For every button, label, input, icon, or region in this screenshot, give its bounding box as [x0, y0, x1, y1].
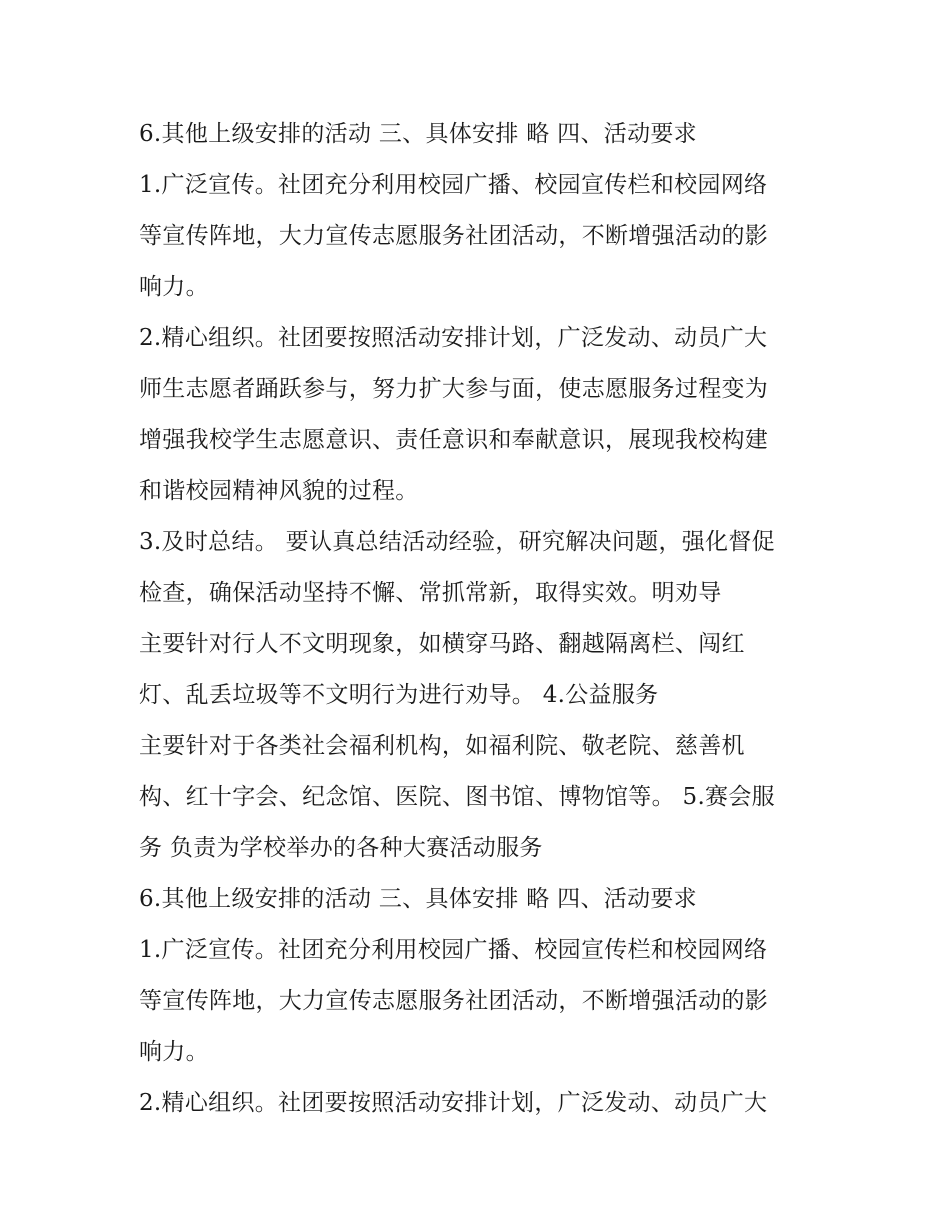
text-line: 2.精心组织。社团要按照活动安排计划，广泛发动、动员广大 — [139, 325, 768, 351]
text-line: 检查，确保活动坚持不懈、常抓常新，取得实效。明劝导 — [139, 580, 722, 606]
text-line: 响力。 — [139, 1039, 209, 1065]
text-line: 3.及时总结。 要认真总结活动经验，研究解决问题，强化督促 — [139, 529, 775, 555]
text-line: 灯、乱丢垃圾等不文明行为进行劝导。 4.公益服务 — [139, 682, 659, 708]
text-line: 主要针对于各类社会福利机构，如福利院、敬老院、慈善机 — [139, 733, 745, 759]
text-line: 主要针对行人不文明现象，如横穿马路、翻越隔离栏、闯红 — [139, 631, 745, 657]
text-line: 等宣传阵地，大力宣传志愿服务社团活动，不断增强活动的影 — [139, 988, 769, 1014]
text-line: 响力。 — [139, 274, 209, 300]
text-line: 和谐校园精神风貌的过程。 — [139, 478, 419, 504]
text-line: 等宣传阵地，大力宣传志愿服务社团活动，不断增强活动的影 — [139, 223, 769, 249]
text-line: 6.其他上级安排的活动 三、具体安排 略 四、活动要求 — [139, 121, 697, 147]
text-line: 增强我校学生志愿意识、责任意识和奉献意识，展现我校构建 — [139, 427, 769, 453]
text-line: 构、红十字会、纪念馆、医院、图书馆、博物馆等。 5.赛会服 — [139, 784, 775, 810]
text-line: 1.广泛宣传。社团充分利用校园广播、校园宣传栏和校园网络 — [139, 172, 768, 198]
text-line: 2.精心组织。社团要按照活动安排计划，广泛发动、动员广大 — [139, 1090, 768, 1116]
text-line: 1.广泛宣传。社团充分利用校园广播、校园宣传栏和校园网络 — [139, 937, 768, 963]
text-line: 务 负责为学校举办的各种大赛活动服务 — [139, 835, 543, 861]
text-line: 6.其他上级安排的活动 三、具体安排 略 四、活动要求 — [139, 886, 697, 912]
text-line: 师生志愿者踊跃参与，努力扩大参与面，使志愿服务过程变为 — [139, 376, 769, 402]
document-body — [139, 109, 829, 1129]
